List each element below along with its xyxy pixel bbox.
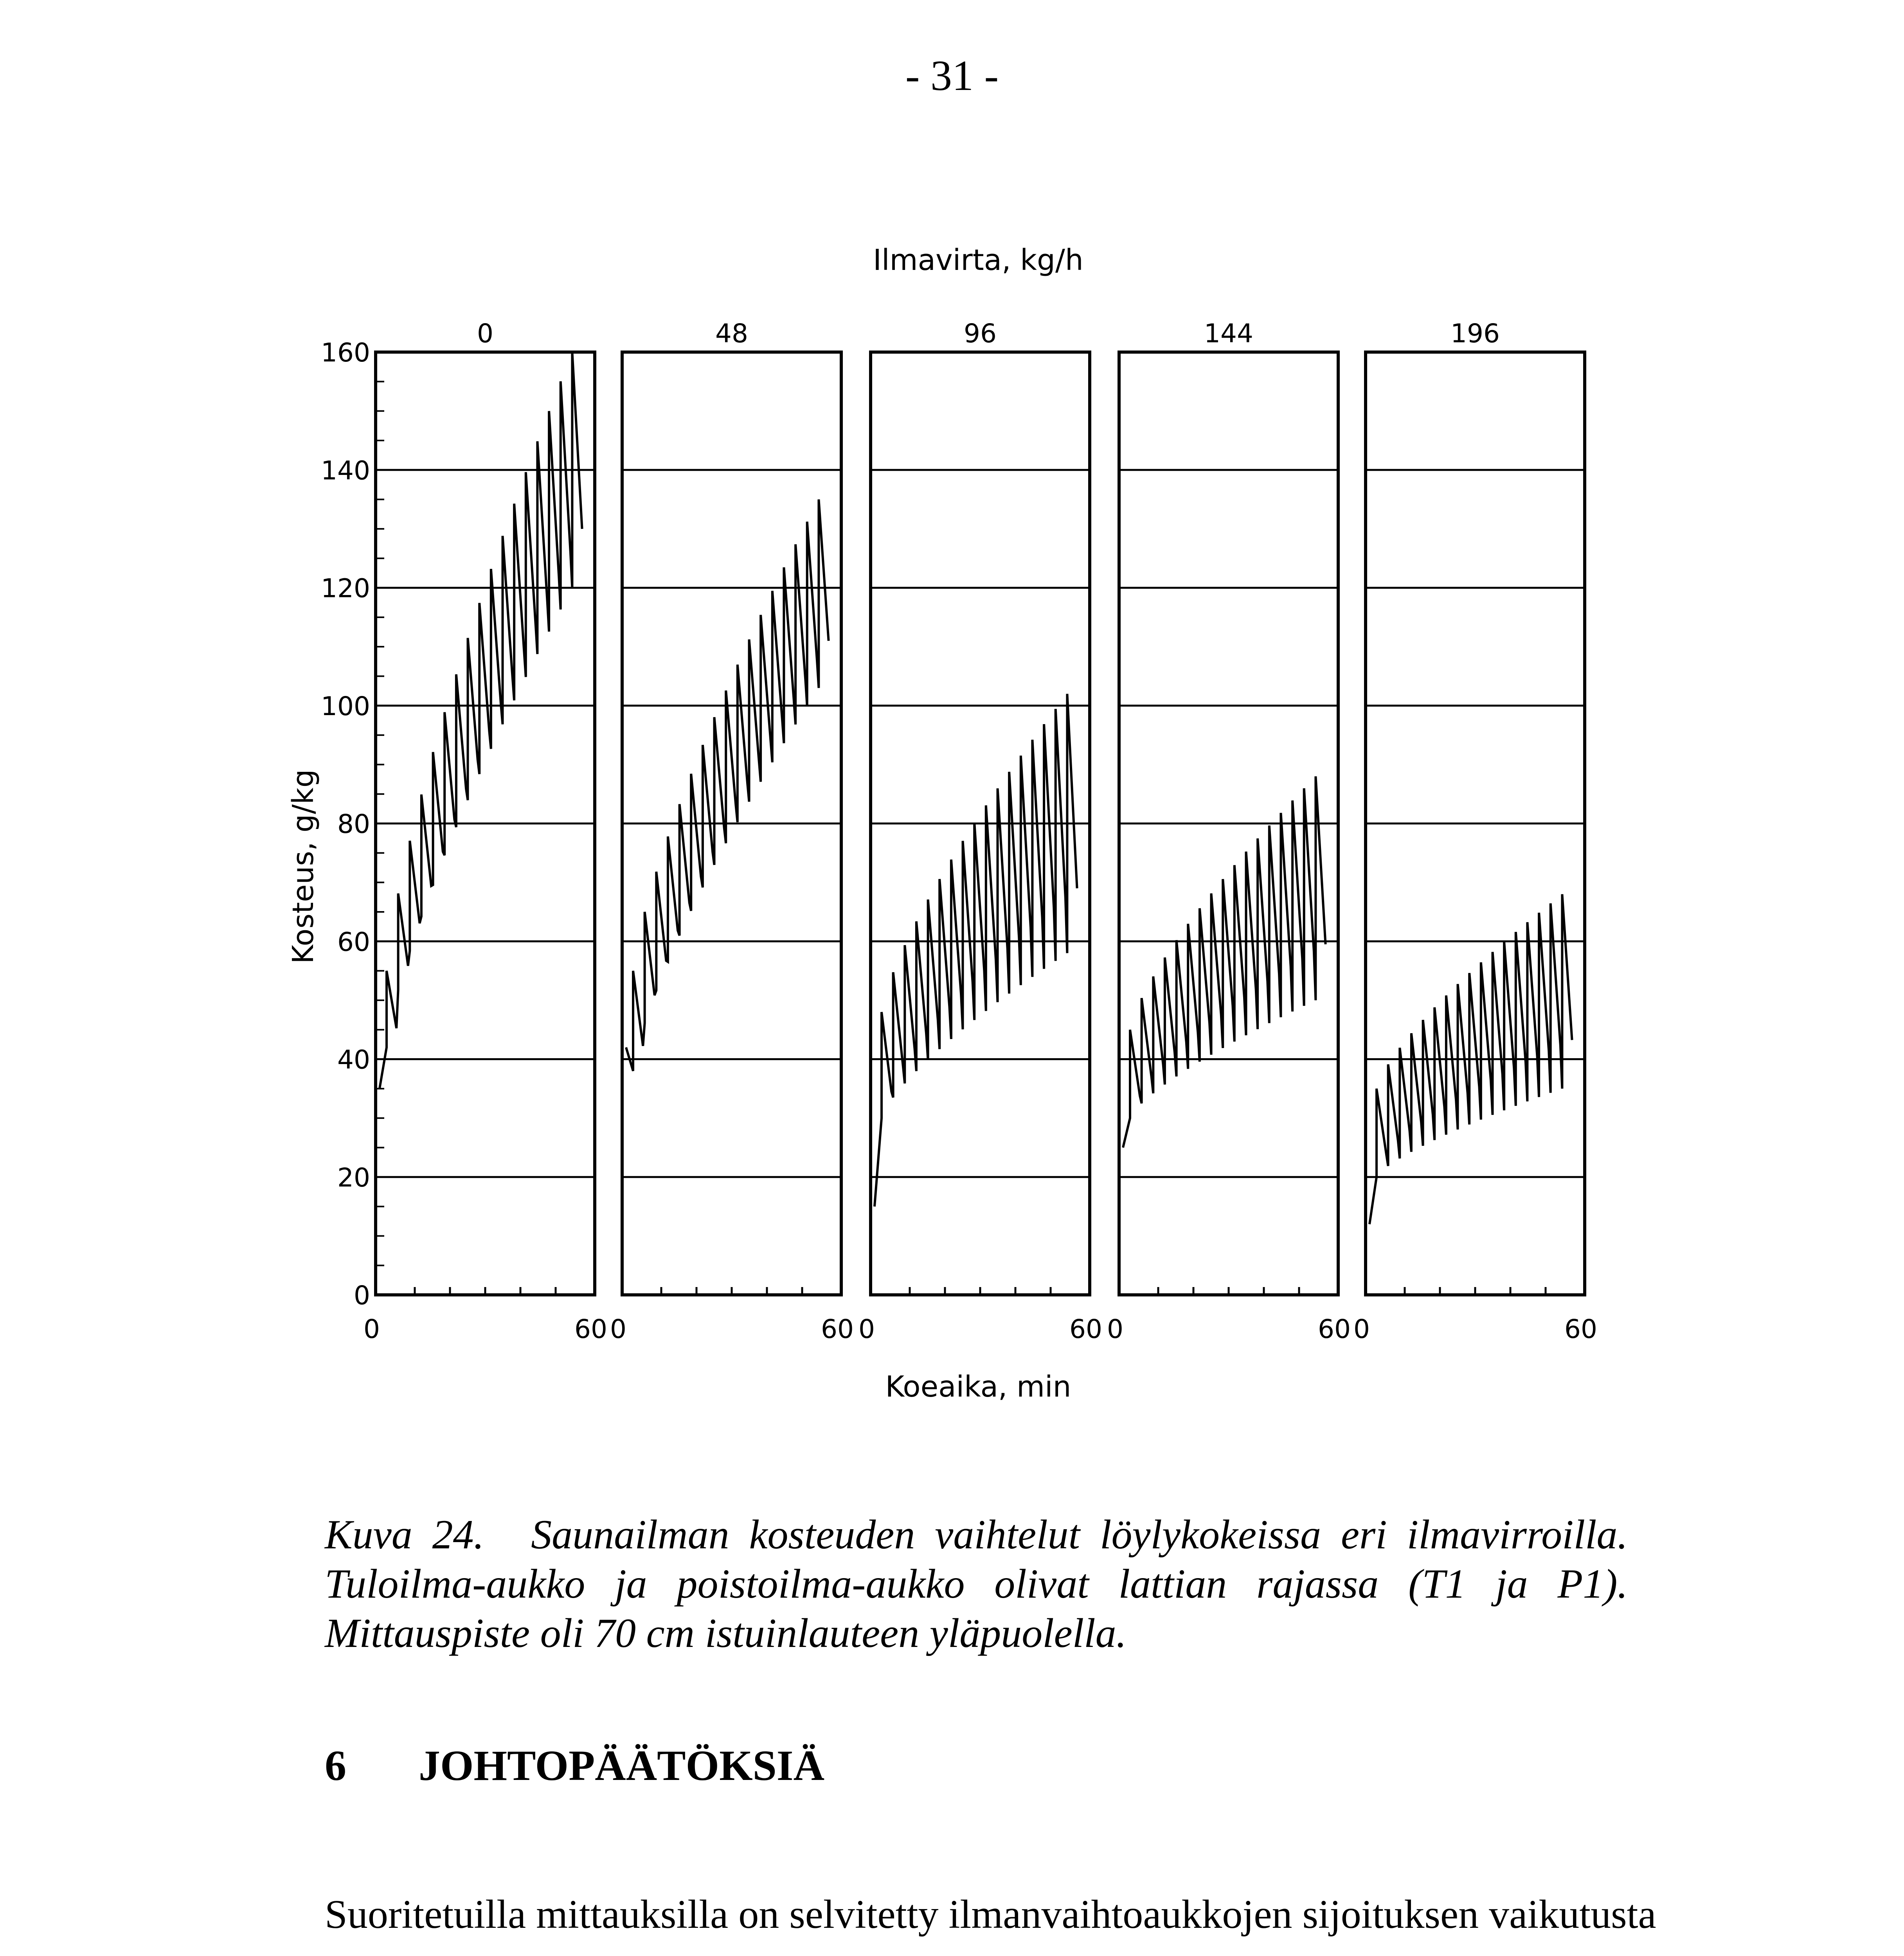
- body-line: [325, 1951, 1628, 1956]
- airflow-label: 96: [964, 318, 997, 349]
- x-tick-label: 60: [821, 1314, 854, 1344]
- x-tick-label: 60: [1564, 1314, 1597, 1344]
- humidity-series-line: [875, 694, 1077, 1207]
- y-tick-label: 40: [337, 1045, 370, 1075]
- y-tick-label: 160: [321, 338, 370, 368]
- y-tick-label: 100: [321, 691, 370, 721]
- x-tick-label: 0: [1107, 1314, 1123, 1344]
- x-tick-label: 60: [1069, 1314, 1102, 1344]
- airflow-label: 48: [715, 318, 748, 349]
- chart-panel: [1107, 318, 1351, 1344]
- x-axis-label: Koeaika, min: [885, 1370, 1071, 1404]
- y-tick-label: 60: [337, 927, 370, 957]
- y-axis-label: Kosteus, g/kg: [286, 769, 320, 964]
- y-tick-label: 80: [337, 809, 370, 839]
- humidity-series-line: [626, 500, 829, 1071]
- x-tick-label: 0: [364, 1314, 380, 1344]
- chart-title: Ilmavirta, kg/h: [873, 243, 1083, 277]
- x-tick-label: 0: [610, 1314, 626, 1344]
- body-paragraph: [325, 1878, 1656, 1956]
- section-heading: [325, 1741, 824, 1791]
- x-tick-label: 0: [1353, 1314, 1370, 1344]
- page-number: - 31 -: [905, 52, 999, 99]
- airflow-label: 0: [477, 318, 493, 349]
- chart-panel: [610, 318, 854, 1344]
- caption-label: Kuva 24.: [325, 1512, 484, 1557]
- y-tick-label: 140: [321, 455, 370, 486]
- chart-panel: [858, 318, 1102, 1344]
- y-tick-label: 20: [337, 1162, 370, 1193]
- x-tick-label: 0: [858, 1314, 875, 1344]
- body-line: Suoritetuilla mittauksilla on selvitetty ilmanvaihtoaukkojen sijoituksen vaikutusta: [325, 1892, 1656, 1937]
- x-tick-label: 60: [574, 1314, 607, 1344]
- y-tick-label: 120: [321, 573, 370, 604]
- figure-caption: [325, 1510, 1628, 1658]
- y-tick-label: 0: [354, 1280, 370, 1311]
- chart-panel: [1353, 318, 1597, 1344]
- humidity-series-line: [1123, 777, 1326, 1148]
- caption-text: Saunailman kosteuden vaihtelut löylykokeissa eri ilmavirroilla. Tuloilma-aukko ja poistoilma-aukko olivat lattian rajassa (T1 ja P1). Mittauspiste oli 70 cm istuinlauteen yläpuolella.: [325, 1512, 1628, 1656]
- section-number: 6: [325, 1742, 346, 1789]
- section-title: JOHTOPÄÄTÖKSIÄ: [419, 1742, 825, 1789]
- x-tick-label: 60: [1318, 1314, 1351, 1344]
- airflow-label: 196: [1450, 318, 1500, 349]
- chart-panel: [364, 318, 607, 1344]
- humidity-series-line: [380, 352, 582, 1089]
- airflow-label: 144: [1204, 318, 1253, 349]
